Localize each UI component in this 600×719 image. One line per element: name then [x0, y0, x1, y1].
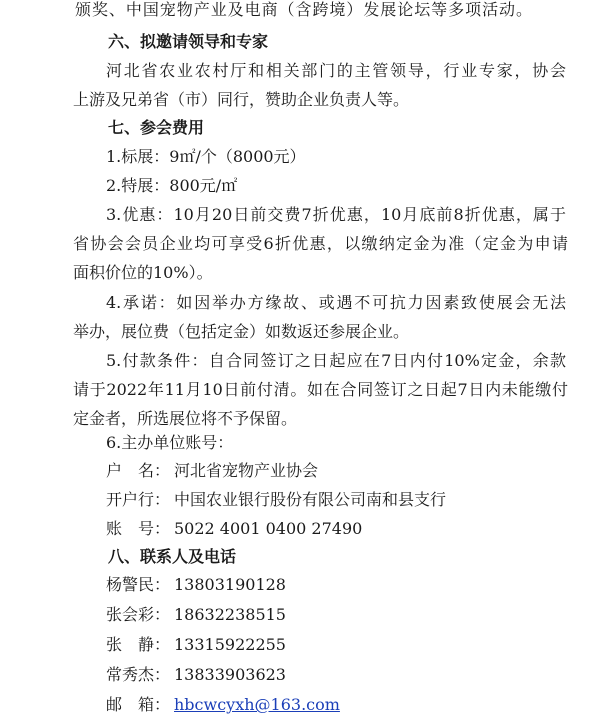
account-number-label: 账 号： [106, 519, 171, 538]
contact-phone: 13803190128 [174, 575, 286, 594]
fee-item-6: 6.主办单位账号： [106, 433, 234, 452]
fee-item-5-line-3: 定金者，所选展位将不予保留。 [73, 409, 298, 428]
contact-row [106, 603, 286, 627]
fee-item-4-line-1: 4.承诺：如因举办方缘故、或遇不可抗力因素致使展会无法 [106, 293, 566, 312]
contact-name: 杨警民： [106, 575, 171, 594]
account-name-row [106, 459, 318, 483]
email-link[interactable]: hbcwcyxh@163.com [174, 695, 340, 714]
account-name-label: 户 名： [106, 461, 171, 480]
account-bank-label: 开户行： [106, 490, 171, 509]
contact-phone: 13315922255 [174, 635, 286, 654]
section-6-para-line-1: 河北省农业农村厅和相关部门的主管领导，行业专家，协会 [106, 61, 566, 80]
fee-item-1: 1.标展：9㎡/个（8000元） [106, 147, 306, 166]
email-row [106, 693, 340, 717]
section-6-para-line-2: 上游及兄弟省（市）同行，赞助企业负责人等。 [73, 90, 410, 109]
contact-phone: 13833903623 [174, 665, 286, 684]
section-6-heading: 六、拟邀请领导和专家 [108, 32, 269, 51]
email-label: 邮 箱： [106, 695, 171, 714]
contact-row [106, 663, 286, 687]
continuation-line: 颁奖、中国宠物产业及电商（含跨境）发展论坛等多项活动。 [75, 0, 532, 19]
account-bank-value: 中国农业银行股份有限公司南和县支行 [174, 490, 447, 509]
fee-item-5-line-2: 请于2022年11月10日前付清。如在合同签订之日起7日内未能缴付 [73, 380, 568, 399]
contact-phone: 18632238515 [174, 605, 286, 624]
contact-name: 常秀杰： [106, 665, 171, 684]
section-7-heading: 七、参会费用 [108, 118, 205, 137]
fee-item-3-line-2: 省协会会员企业均可享受6折优惠，以缴纳定金为准（定金为申请 [73, 234, 568, 253]
section-8-heading: 八、联系人及电话 [108, 547, 237, 566]
fee-item-3-line-3: 面积价位的10%）。 [73, 263, 213, 282]
contact-row [106, 573, 286, 597]
contact-name: 张会彩： [106, 605, 171, 624]
account-number-value: 5022 4001 0400 27490 [174, 519, 363, 538]
contact-row [106, 633, 286, 657]
account-bank-row [106, 488, 446, 512]
fee-item-5-line-1: 5.付款条件：自合同签订之日起应在7日内付10%定金，余款 [106, 351, 566, 370]
account-name-value: 河北省宠物产业协会 [174, 461, 319, 480]
account-number-row [106, 517, 362, 541]
fee-item-3-line-1: 3.优惠：10月20日前交费7折优惠，10月底前8折优惠，属于 [106, 205, 566, 224]
fee-item-4-line-2: 举办，展位费（包括定金）如数返还参展企业。 [73, 322, 410, 341]
fee-item-2: 2.特展：800元/㎡ [106, 176, 238, 195]
contact-name: 张 静： [106, 635, 171, 654]
